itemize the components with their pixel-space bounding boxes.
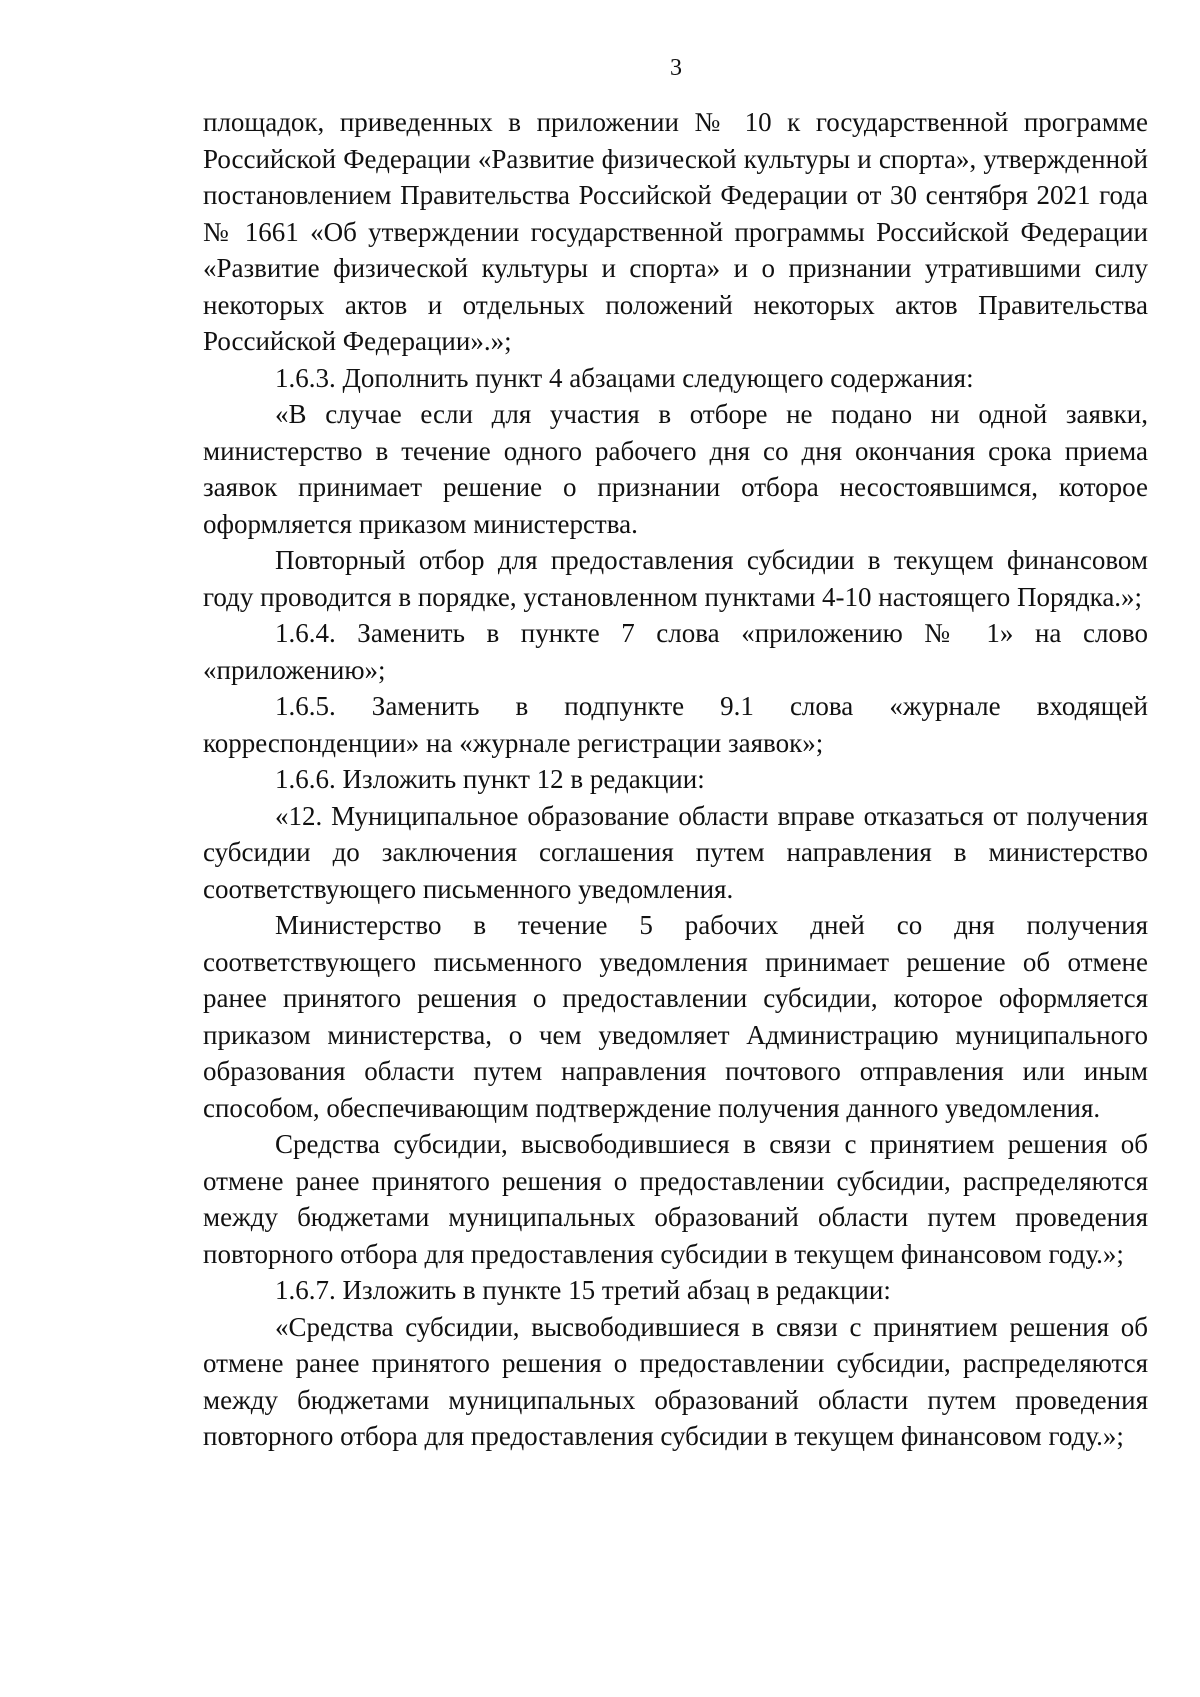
- paragraph-item-1-6-4: 1.6.4. Заменить в пункте 7 слова «приложению № 1» на слово «приложению»;: [203, 618, 1148, 685]
- paragraph-continuation: площадок, приведенных в приложении № 10 к государственной программе Российской Федерации «Развитие физической культуры и спорта», утвержденной постановлением Правительства Российской Федерации от 30 сентября 2021 года № 1661 «Об утверждении государственной программы Российской Федерации «Развитие физической культуры и спорта» и о признании утратившими силу некоторых актов и отдельных положений некоторых актов Правительства Российской Федерации».»;: [203, 107, 1148, 356]
- paragraph-item-1-6-5: 1.6.5. Заменить в подпункте 9.1 слова «журнале входящей корреспонденции» на «журнале регистрации заявок»;: [203, 691, 1148, 758]
- paragraph-quote-point-15: «Средства субсидии, высвободившиеся в связи с принятием решения об отмене ранее принятого решения о предоставлении субсидии, распределяются между бюджетами муниципальных образований области путем проведения повторного отбора для предоставления субсидии в текущем финансовом году.»;: [203, 1311, 1148, 1451]
- paragraph-item-1-6-6: 1.6.6. Изложить пункт 12 в редакции:: [275, 764, 705, 794]
- paragraph-ministry-decision: Министерство в течение 5 рабочих дней со дня получения соответствующего письменного уведомления принимает решение об отмене ранее принятого решения о предоставлении субсидии, которое оформляется приказом министерства, о чем уведомляет Администрацию муниципального образования области путем направления почтового отправления или иным способом, обеспечивающим подтверждение получения данного уведомления.: [203, 910, 1148, 1123]
- paragraph-repeat-selection: Повторный отбор для предоставления субсидии в текущем финансовом году проводится в порядке, установленном пунктами 4-10 настоящего Порядка.»;: [203, 545, 1148, 612]
- page-number: 3: [670, 55, 682, 81]
- paragraph-quote-point-12: «12. Муниципальное образование области вправе отказаться от получения субсидии до заключения соглашения путем направления в министерство соответствующего письменного уведомления.: [203, 800, 1148, 904]
- paragraph-item-1-6-3: 1.6.3. Дополнить пункт 4 абзацами следующего содержания:: [275, 362, 974, 393]
- paragraph-item-1-6-7: 1.6.7. Изложить в пункте 15 третий абзац в редакции:: [275, 1275, 891, 1305]
- paragraph-subsidy-funds: Средства субсидии, высвободившиеся в связи с принятием решения об отмене ранее принятого решения о предоставлении субсидии, распределяются между бюджетами муниципальных образований области путем проведения повторного отбора для предоставления субсидии в текущем финансовом году.»;: [203, 1129, 1148, 1269]
- document-body: [203, 104, 1148, 1455]
- paragraph-quote-no-applications: «В случае если для участия в отборе не подано ни одной заявки, министерство в течение одного рабочего дня со дня окончания срока приема заявок принимает решение о признании отбора несостоявшимся, которое оформляется приказом министерства.: [203, 399, 1148, 539]
